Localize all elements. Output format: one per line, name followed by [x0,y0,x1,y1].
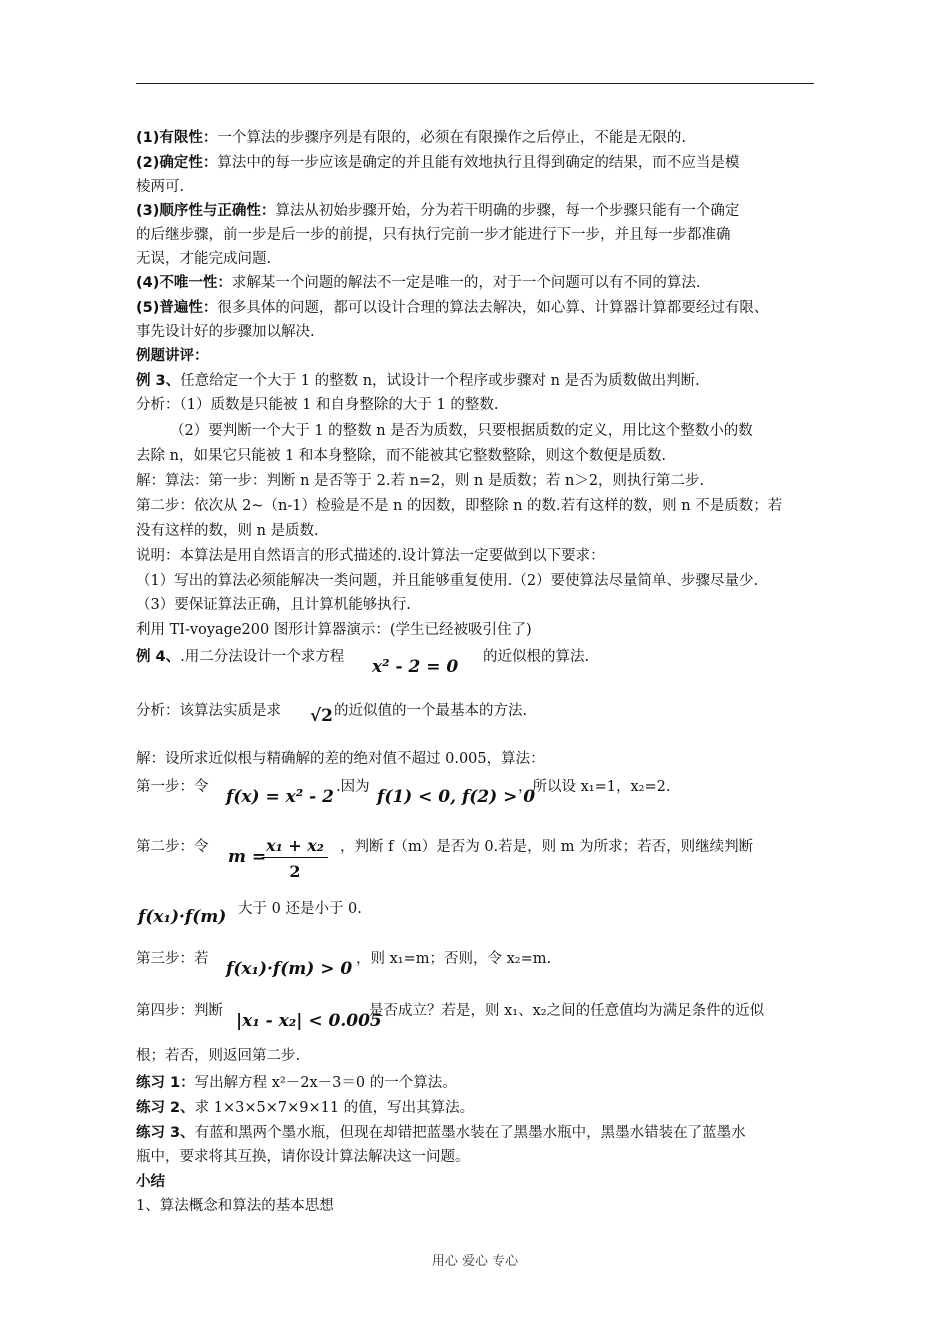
fraction-denominator: 2 [289,862,301,881]
ex4-step2-a: 第二步：令 [136,839,209,855]
ex3-requirement-2: （3）要保证算法正确，且计算机能够执行. [136,597,411,613]
ex3-requirement-1: （1）写出的算法必须能解决一类问题，并且能够重复使用.（2）要使算法尽量简单、步骤尽量少. [136,573,759,589]
ex4-step2-m: m = [228,847,267,867]
exercise-2: 练习 2、求 1×3×5×7×9×11 的值，写出其算法。 [136,1100,475,1116]
ex4-text-b: 的近似根的算法. [483,649,590,665]
property-2: (2)确定性：算法中的每一步应该是确定的并且能有效地执行且得到确定的结果，而不应当是模 [136,155,740,171]
ex4-step1-a: 第一步：令 [136,779,209,795]
ex4-step2-fraction [262,836,328,881]
ex3-solution-2b: 没有这样的数，则 n 是质数. [136,523,319,539]
ex4-step4-c: 根；若否，则返回第二步. [136,1048,301,1064]
example-4: 例 4、.用二分法设计一个求方程 [136,649,345,665]
ex4-step2-b: ，判断 f（m）是否为 0.若是，则 m 为所求；若否，则继续判断 [340,839,754,855]
property-3-cont: 的后继步骤，前一步是后一步的前提，只有执行完前一步才能进行下一步，并且每一步都准确 [136,227,731,243]
exercise-1: 练习 1：写出解方程 x²－2x－3＝0 的一个算法。 [136,1075,457,1091]
ex3-analysis-2b: 去除 n，如果它只能被 1 和本身整除，而不能被其它整数整除，则这个数便是质数. [136,448,666,464]
ex4-step4-b: 是否成立？若是，则 x₁、x₂之间的任意值均为满足条件的近似 [369,1003,765,1019]
ex4-step1-condition: f(1) < 0, f(2) > 0 [377,787,536,807]
ex4-step3-expr: f(x₁)·f(m) > 0 [226,959,353,979]
summary-item-1: 1、算法概念和算法的基本思想 [136,1198,334,1214]
section-heading: 例题讲评： [136,348,209,364]
ex4-step4-expr: |x₁ - x₂| < 0.005 [236,1011,382,1031]
ex3-analysis-1: 分析：（1）质数是只能被 1 和自身整除的大于 1 的整数. [136,397,499,413]
ex3-solution-2a: 第二步：依次从 2~（n-1）检验是不是 n 的因数，即整除 n 的数.若有这样的数，则 n 不是质数；若 [136,498,783,514]
ex4-step1-c: ，所以设 x₁=1，x₂=2. [518,779,671,795]
property-3-cont2: 无误，才能完成问题. [136,251,272,267]
ex4-step2-expr: f(x₁)·f(m) [138,907,227,927]
property-5: (5)普遍性：很多具体的问题，都可以设计合理的算法去解决，如心算、计算器计算都要经过有限、 [136,300,769,316]
property-5-cont: 事先设计好的步骤加以解决. [136,324,315,340]
property-4: (4)不唯一性：求解某一个问题的解法不一定是唯一的，对于一个问题可以有不同的算法. [136,275,701,291]
sqrt-2: √2 [310,706,334,726]
ex3-solution-1: 解：算法：第一步：判断 n 是否等于 2.若 n=2，则 n 是质数；若 n＞2，则执行第二步. [136,473,705,489]
ex4-step1-function: f(x) = x² - 2 [226,787,334,807]
header-rule [136,83,814,84]
exercise-3-cont: 瓶中，要求将其互换，请你设计算法解决这一问题。 [136,1149,470,1165]
exercise-3: 练习 3、有蓝和黑两个墨水瓶，但现在却错把蓝墨水装在了黑墨水瓶中，黑墨水错装在了蓝墨水 [136,1125,746,1141]
ex4-step2-c: 大于 0 还是小于 0. [238,901,362,917]
ex4-step4-a: 第四步：判断 [136,1003,223,1019]
example-3: 例 3、任意给定一个大于 1 的整数 n，试设计一个程序或步骤对 n 是否为质数做出判断. [136,373,700,389]
page-footer: 用心 爱心 专心 [431,1254,519,1269]
ex4-equation: x² - 2 = 0 [372,657,459,677]
ex4-step1-b: .因为 [336,779,370,795]
ex4-analysis-a: 分析：该算法实质是求 [136,703,281,719]
ex3-note: 说明：本算法是用自然语言的形式描述的.设计算法一定要做到以下要求： [136,548,605,564]
ex4-analysis-b: 的近似值的一个最基本的方法. [334,703,528,719]
property-2-cont: 棱两可. [136,179,185,195]
ex3-analysis-2a: （2）要判断一个大于 1 的整数 n 是否为质数，只要根据质数的定义，用比这个整数小的数 [170,423,753,439]
ex4-step3-a: 第三步：若 [136,951,209,967]
summary-heading: 小结 [136,1174,165,1190]
ex4-step3-b: ，则 x₁=m；否则，令 x₂=m. [356,951,552,967]
ex4-solution: 解：设所求近似根与精确解的差的绝对值不超过 0.005，算法： [136,751,545,767]
property-3: (3)顺序性与正确性：算法从初始步骤开始，分为若干明确的步骤，每一个步骤只能有一个确定 [136,203,740,219]
ex3-demo: 利用 TI-voyage200 图形计算器演示：(学生已经被吸引住了) [136,622,532,638]
fraction-numerator: x₁ + x₂ [262,836,328,858]
property-1: (1)有限性：一个算法的步骤序列是有限的，必须在有限操作之后停止，不能是无限的. [136,130,686,146]
